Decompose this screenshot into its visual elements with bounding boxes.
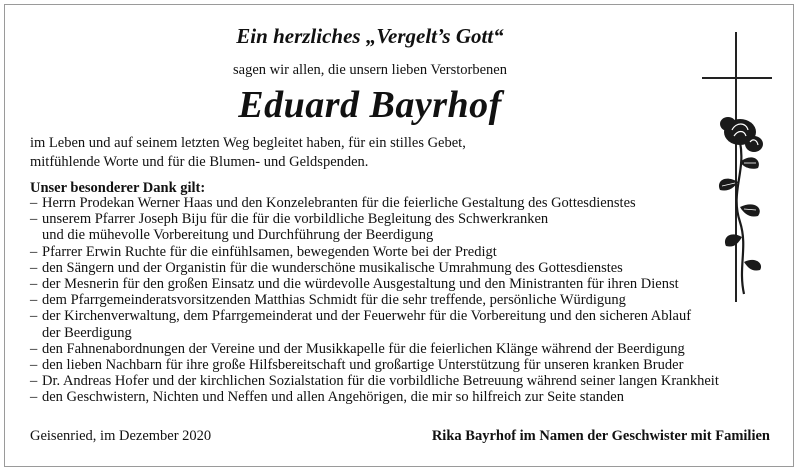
- list-item: [30, 308, 790, 340]
- deceased-name: Eduard Bayrhof: [238, 84, 502, 126]
- list-item-text: der Mesnerin für den großen Einsatz und die würdevolle Ausgestaltung und den Ministranten für ihren Dienst: [42, 276, 679, 293]
- intro-line-1: im Leben und auf seinem letzten Weg begleitet haben, für ein stilles Gebet,: [30, 135, 466, 151]
- list-item-text: den Sängern und der Organistin für die wunderschöne musikalische Umrahmung des Gottesdienstes: [42, 259, 623, 276]
- intro-text: [30, 134, 670, 171]
- list-item: [30, 195, 790, 211]
- thanks-list-title: Unser besonderer Dank gilt:: [30, 180, 206, 196]
- thanks-heading: Ein herzliches „Vergelt’s Gott“: [236, 24, 504, 48]
- thanks-list: [30, 195, 790, 406]
- subline: sagen wir allen, die unsern lieben Verstorbenen: [233, 62, 507, 78]
- place-date: Geisenried, im Dezember 2020: [30, 428, 212, 444]
- list-item-text: den Geschwistern, Nichten und Neffen und allen Angehörigen, die mir so hilfreich zur Seite standen: [42, 389, 624, 406]
- list-item-text: Dr. Andreas Hofer und der kirchlichen Sozialstation für die vorbildliche Betreuung während seiner langen Krankheit: [42, 373, 719, 390]
- list-item: [30, 389, 790, 405]
- list-item-text: dem Pfarrgemeinderatsvorsitzenden Matthias Schmidt für die sehr treffende, persönliche Würdigung: [42, 292, 626, 309]
- list-item-text: Pfarrer Erwin Ruchte für die einfühlsamen, bewegenden Worte bei der Predigt: [42, 243, 497, 260]
- cross-with-rose-icon: [700, 32, 780, 302]
- list-item: [30, 341, 790, 357]
- list-item-text: der Kirchenverwaltung, dem Pfarrgemeinderat und der Feuerwehr für die Vorbereitung und den sicheren Ablauf: [42, 308, 692, 325]
- intro-line-2: mitfühlende Worte und für die Blumen- und Geldspenden.: [30, 153, 369, 170]
- list-item: [30, 292, 790, 308]
- list-item-text: den lieben Nachbarn für ihre große Hilfsbereitschaft und großartige Unterstützung für unseren kranken Bruder: [42, 357, 684, 374]
- list-item: [30, 276, 790, 292]
- list-item-text: Herrn Prodekan Werner Haas und den Konzelebranten für die feierliche Gestaltung des Gottesdienstes: [42, 195, 636, 211]
- list-item-continuation: und die mühevolle Vorbereitung und Durchführung der Beerdigung: [42, 227, 434, 244]
- list-item: [30, 211, 790, 243]
- list-item: [30, 260, 790, 276]
- list-item: [30, 357, 790, 373]
- list-item-text: den Fahnenabordnungen der Vereine und der Musikkapelle für die feierlichen Klänge während der Beerdigung: [42, 340, 685, 357]
- signature: Rika Bayrhof im Namen der Geschwister mit Familien: [431, 428, 770, 444]
- list-item-continuation: der Beerdigung: [42, 324, 132, 341]
- list-item: [30, 373, 790, 389]
- list-item: [30, 244, 790, 260]
- list-item-text: unserem Pfarrer Joseph Biju für die für die vorbildliche Begleitung des Schwerkranken: [42, 211, 549, 228]
